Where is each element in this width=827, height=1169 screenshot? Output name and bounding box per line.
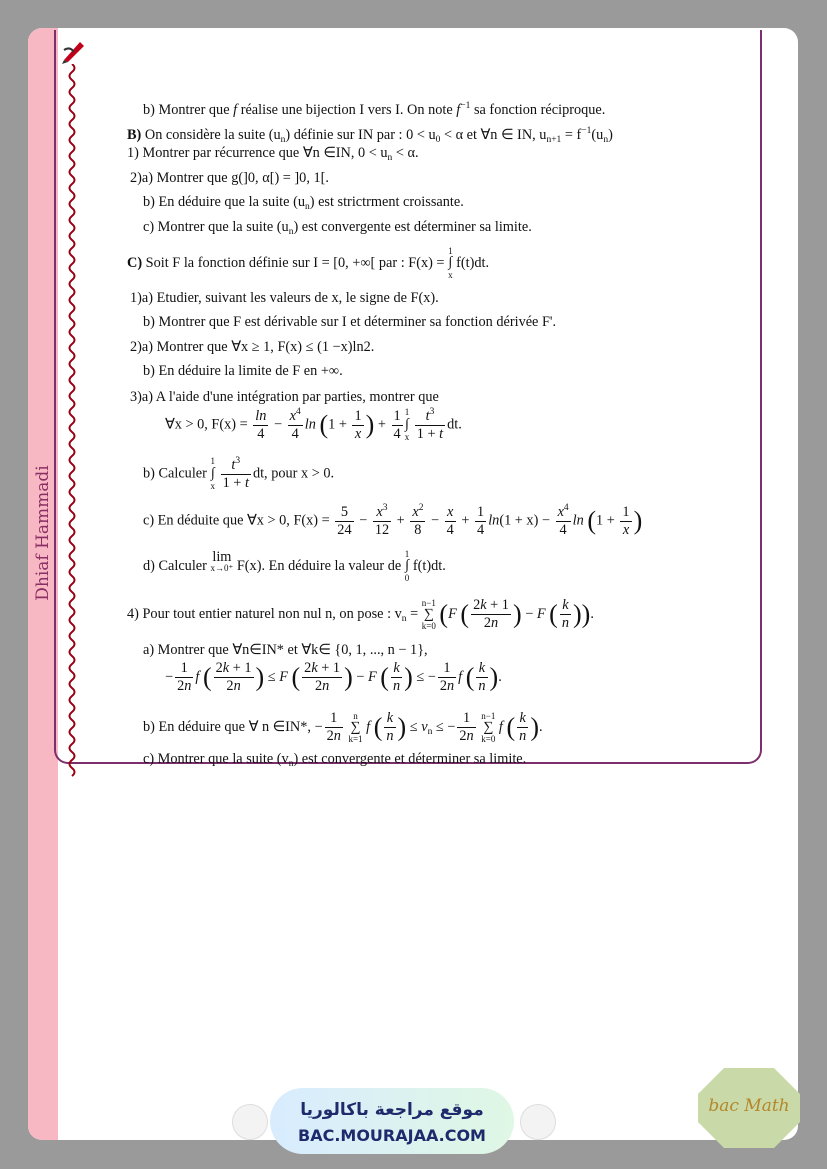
- wavy-margin-line: [66, 64, 78, 780]
- question-line: b) Montrer que f réalise une bijection I vers I. On note $f^{-1}$ sa fonction réciproque.: [143, 101, 606, 118]
- site-banner[interactable]: [270, 1088, 514, 1154]
- question-line: 1)a) Etudier, suivant les valeurs de x, le signe de F(x).: [130, 290, 439, 306]
- formula-line: − $\frac{1}{2n}$ f ( $\frac{2k + 1}{2n}$ ) ≤ F ( $\frac{2k + 1}{2n}$ ) − F ( $\frac{k}{n}$ ) ≤ − $\frac{1}{2n}$ f ( $\frac{k}{n}$ ).: [165, 660, 502, 695]
- formula-line: b) En déduire que ∀ n ∈IN*, − $\frac{1}{2n}$ n ∑ k=1 f ( $\frac{k}{n}$ ) ≤ $v_n$ ≤ − $\frac{1}{2n}$ n−1 ∑ k=0 f ( $\frac{k}{n}$ ).: [143, 710, 543, 745]
- question-line: c) Montrer que la suite $(u_n)$ est convergente est déterminer sa limite.: [143, 219, 532, 237]
- question-line: C) Soit F la fonction définie sur I = [0, +∞[ par : F(x) = 1 ∫ x f(t)dt.: [127, 246, 490, 281]
- question-line: B) On considère la suite $(u_n)$ définie sur IN par : $0 < u_0 < \alpha$ et ∀n ∈ IN, $u_{n+1} = f^{-1}(u_n)$: [127, 126, 613, 145]
- question-line: 2)a) Montrer que g(]0, α[) = ]0, 1[.: [130, 170, 329, 186]
- bacmath-logo-text: bac Math: [708, 1096, 790, 1116]
- logo-badge-left: [232, 1104, 268, 1140]
- site-name-arabic: موقع مراجعة باكالوريا: [300, 1100, 484, 1120]
- pen-icon: [60, 36, 86, 64]
- question-line: b) Montrer que F est dérivable sur I et déterminer sa fonction dérivée F'.: [143, 314, 557, 330]
- site-url[interactable]: BAC.MOURAJAA.COM: [298, 1126, 486, 1145]
- question-line: 1) Montrer par récurrence que ∀n ∈IN, $0 < u_n < \alpha$.: [127, 145, 419, 163]
- question-line: 2)a) Montrer que ∀x ≥ 1, F(x) ≤ (1 −x)ln2.: [130, 339, 375, 355]
- formula-line: b) Calculer 1 ∫ x $\frac{t^3}{1 + t}$ dt, pour x > 0.: [143, 456, 335, 492]
- author-name: Dhiaf Hammadi: [33, 465, 53, 601]
- formula-line: d) Calculer lim x→0⁺ F(x). En déduire la valeur de 1 ∫ 0 f(t)dt.: [143, 549, 446, 584]
- formula-line: c) En déduite que ∀x > 0, F(x) = $\frac{5}{24}$ − $\frac{x^3}{12}$ + $\frac{x^2}{8}$ − $\frac{x}{4}$ + $\frac{1}{4}$ ln(1 + x) − $\frac{x^4}{4}$ ln (1 + $\frac{1}{x}$ ): [143, 503, 643, 539]
- question-line: b) En déduire la limite de F en +∞.: [143, 363, 343, 379]
- question-line: a) Montrer que ∀n∈IN* et ∀k∈ {0, 1, ..., n − 1},: [143, 642, 428, 658]
- question-line: b) En déduire que la suite $(u_n)$ est strictrment croissante.: [143, 194, 464, 212]
- formula-line: ∀x > 0, F(x) = $\frac{\ln}{4}$ − $\frac{x^4}{4}$ ln (1 + $\frac{1}{x}$ ) + $\frac{1}{4}$ 1 ∫ x $\frac{t^3}{1 + t}$ dt.: [165, 407, 462, 443]
- logo-badge-right: [520, 1104, 556, 1140]
- formula-line: 4) Pour tout entier naturel non nul n, on pose : $v_n = n-1$ ∑ k=0 (F ( $\frac{2k + 1}{2n}$ ) − F ( $\frac{k}{n}$ )).: [127, 597, 594, 632]
- question-line: 3)a) A l'aide d'une intégration par parties, montrer que: [130, 389, 439, 405]
- question-line: c) Montrer que la suite $(v_n)$ est convergente et déterminer sa limite.: [143, 751, 527, 769]
